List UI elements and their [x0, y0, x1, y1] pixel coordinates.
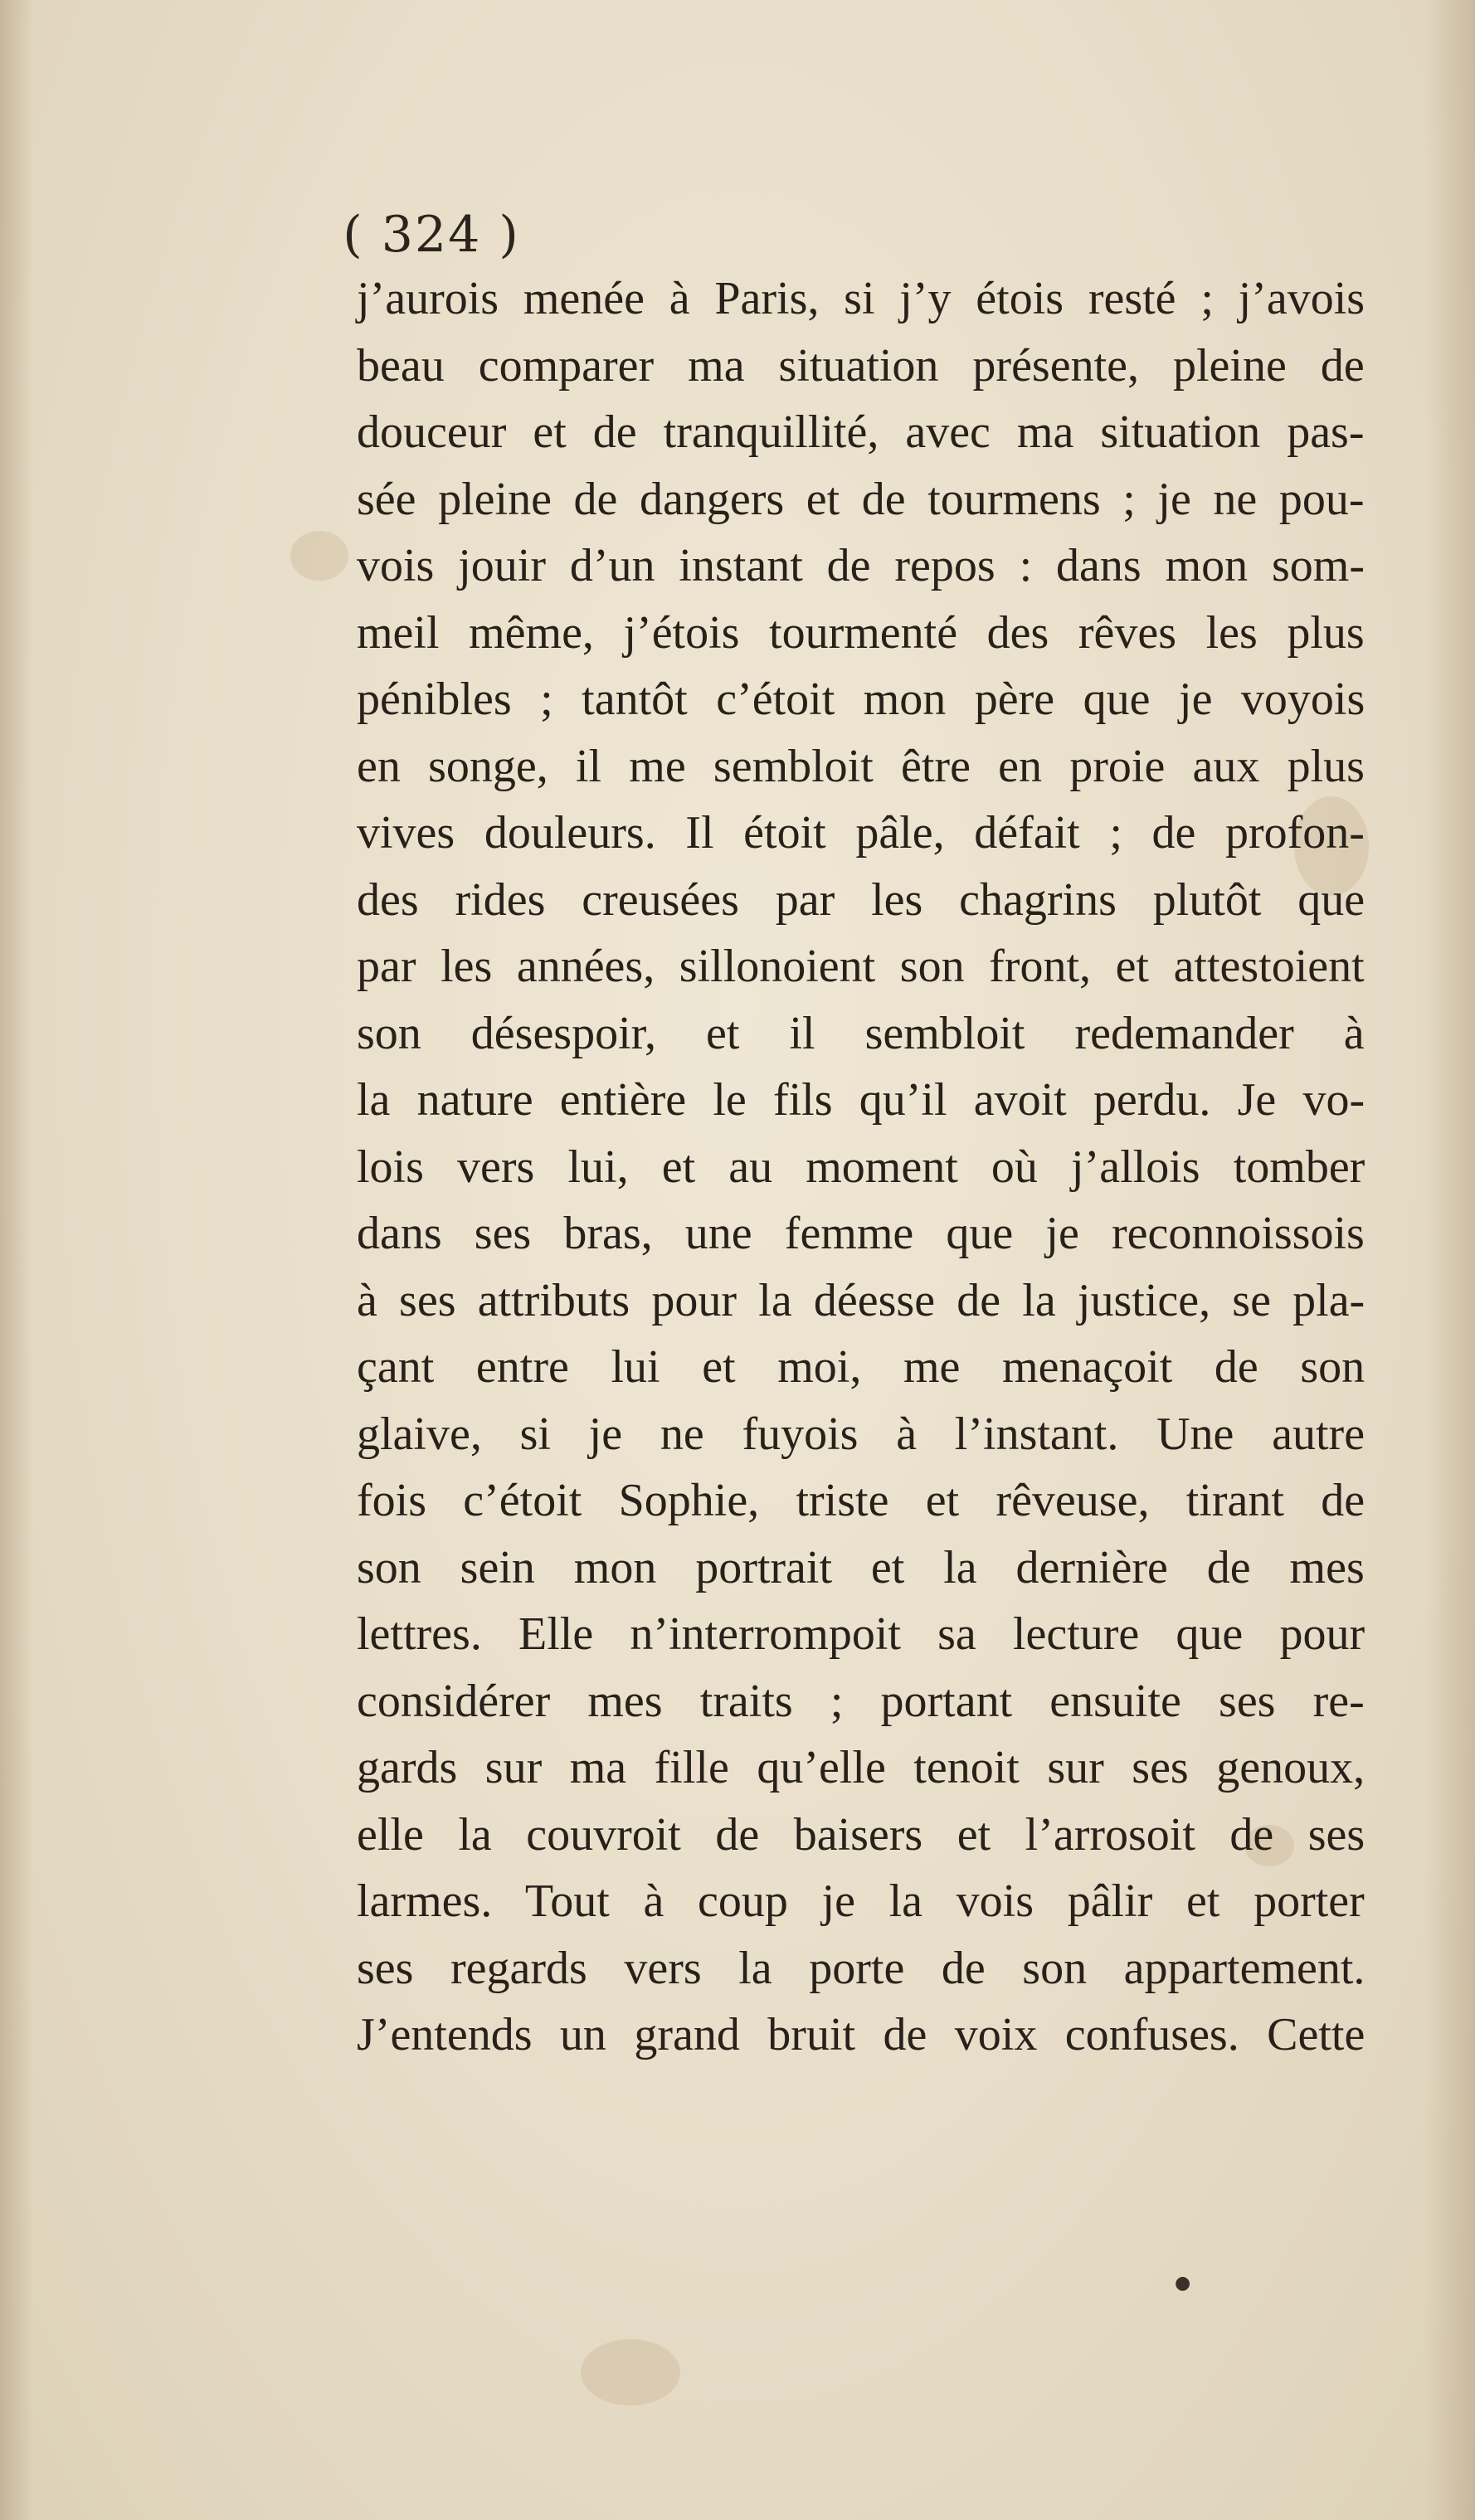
- foxing-spot: [581, 2339, 680, 2406]
- text-line: gards sur ma fille qu’elle tenoit sur ses genoux,: [357, 1742, 1365, 1793]
- text-line: çant entre lui et moi, me menaçoit de son: [357, 1341, 1365, 1393]
- page-number: ( 324 ): [343, 206, 520, 264]
- body-text: [357, 265, 1365, 2069]
- text-line: son désespoir, et il sembloit redemander à: [357, 1007, 1365, 1059]
- text-line: elle la couvroit de baisers et l’arrosoit de ses: [357, 1808, 1365, 1861]
- text-line: J’entends un grand bruit de voix confuses. Cette: [357, 2009, 1365, 2060]
- text-line: lettres. Elle n’interrompoit sa lecture que pour: [357, 1608, 1365, 1660]
- text-line: j’aurois menée à Paris, si j’y étois resté ; j’avois: [357, 273, 1365, 324]
- text-line: des rides creusées par les chagrins plutôt que: [357, 873, 1365, 926]
- text-line: considérer mes traits ; portant ensuite ses re-: [357, 1675, 1365, 1727]
- text-line: en songe, il me sembloit être en proie aux plus: [357, 740, 1365, 792]
- text-line: sée pleine de dangers et de tourmens ; je ne pou-: [357, 473, 1365, 525]
- text-line: lois vers lui, et au moment où j’allois tomber: [357, 1141, 1365, 1193]
- page-edge-shadow-left: [0, 0, 33, 2520]
- text-line: meil même, j’étois tourmenté des rêves les plus: [357, 606, 1365, 659]
- page-edge-shadow-right: [1425, 0, 1475, 2520]
- text-line: larmes. Tout à coup je la vois pâlir et porter: [357, 1875, 1365, 1927]
- text-line: dans ses bras, une femme que je reconnoissois: [357, 1208, 1365, 1259]
- text-line: fois c’étoit Sophie, triste et rêveuse, tirant de: [357, 1475, 1365, 1526]
- text-line: la nature entière le fils qu’il avoit perdu. Je vo-: [357, 1074, 1365, 1126]
- ink-speck: ●: [1175, 2273, 1191, 2294]
- text-line: son sein mon portrait et la dernière de mes: [357, 1541, 1365, 1593]
- text-line: glaive, si je ne fuyois à l’instant. Une autre: [357, 1408, 1365, 1460]
- foxing-spot: [290, 531, 348, 581]
- text-line: par les années, sillonoient son front, et attestoient: [357, 941, 1365, 992]
- text-line: douceur et de tranquillité, avec ma situation pas-: [357, 406, 1365, 458]
- text-line: beau comparer ma situation présente, pleine de: [357, 339, 1365, 392]
- text-line: vois jouir d’un instant de repos : dans mon som-: [357, 540, 1365, 591]
- text-line: pénibles ; tantôt c’étoit mon père que je voyois: [357, 674, 1365, 725]
- text-line: vives douleurs. Il étoit pâle, défait ; de profon-: [357, 807, 1365, 859]
- text-line: à ses attributs pour la déesse de la justice, se pla-: [357, 1274, 1365, 1326]
- text-line: ses regards vers la porte de son appartement.: [357, 1942, 1365, 1994]
